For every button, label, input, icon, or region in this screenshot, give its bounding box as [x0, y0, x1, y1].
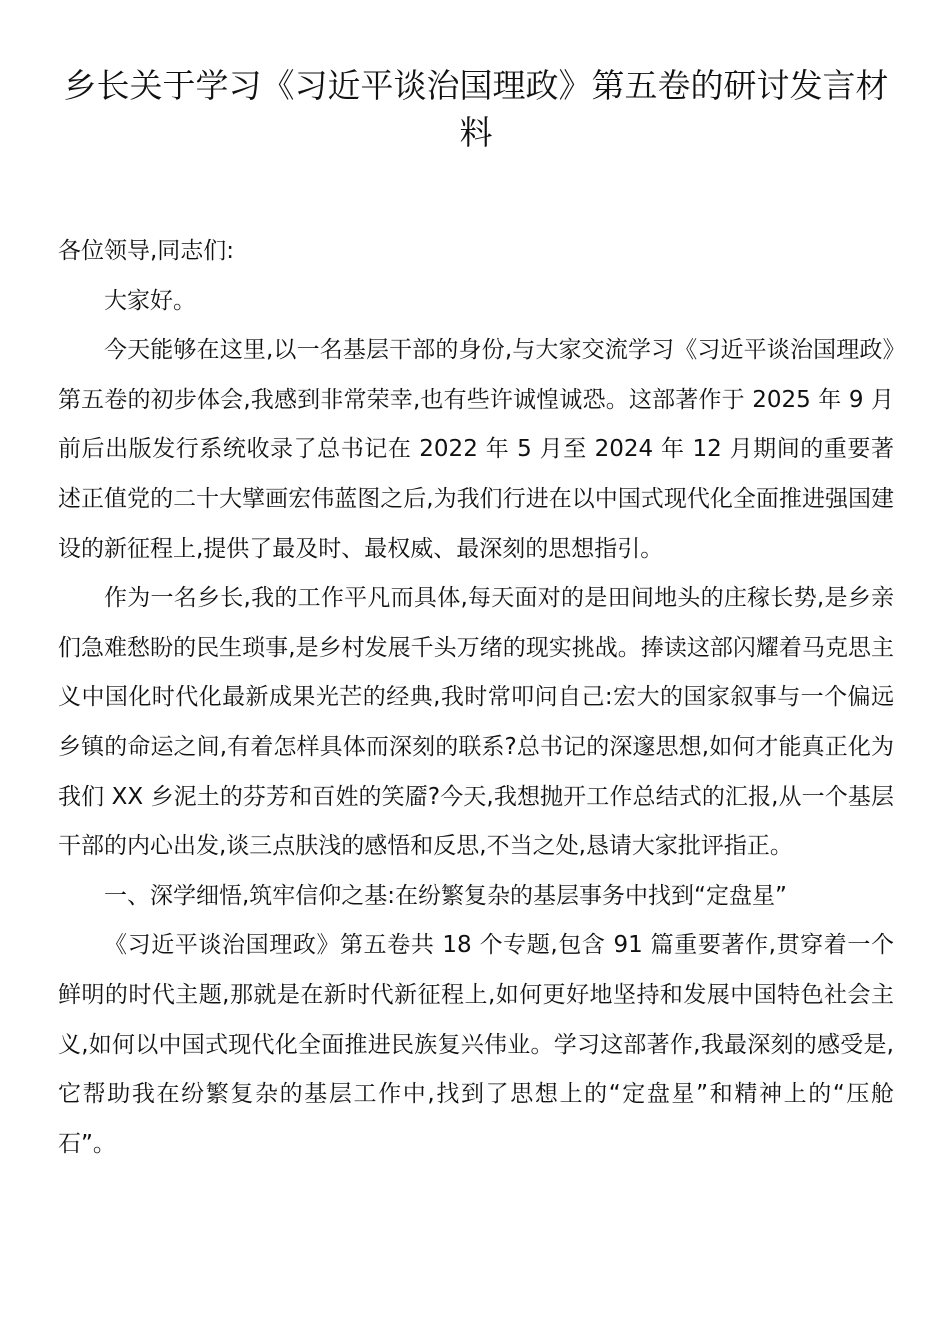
paragraph-greeting: 大家好。: [104, 287, 196, 314]
paragraph-intro: 今天能够在这里,以一名基层干部的身份,与大家交流学习《习近平谈治国理政》第五卷的初步体会,我感到非常荣幸,也有些许诚惶诚恐。这部著作于 2025 年 9 月前后出版发行系统收录了总书记在 2022 年 5 月至 2024 年 12 月期间的重要著述正值党的二十大擘画宏伟蓝图之后,为我们行进在以中国式现代化全面推进强国建设的新征程上,提供了最及时、最权威、最深刻的思想指引。: [58, 337, 894, 562]
document-title: 乡长关于学习《习近平谈治国理政》第五卷的研讨发言材料: [63, 66, 889, 152]
document-body: [58, 227, 894, 1169]
section-heading-1: 一、深学细悟,筑牢信仰之基:在纷繁复杂的基层事务中找到“定盘星”: [104, 882, 787, 909]
document-page: [58, 62, 894, 1169]
paragraph-reflection: 作为一名乡长,我的工作平凡而具体,每天面对的是田间地头的庄稼长势,是乡亲们急难愁盼的民生琐事,是乡村发展千头万绪的现实挑战。捧读这部闪耀着马克思主义中国化时代化最新成果光芒的经典,我时常叩问自己:宏大的国家叙事与一个偏远乡镇的命运之间,有着怎样具体而深刻的联系?总书记的深邃思想,如何才能真正化为我们 XX 乡泥土的芬芳和百姓的笑靥?今天,我想抛开工作总结式的汇报,从一个基层干部的内心出发,谈三点肤浅的感悟和反思,不当之处,恳请大家批评指正。: [58, 585, 894, 860]
paragraph-section-1: 《习近平谈治国理政》第五卷共 18 个专题,包含 91 篇重要著作,贯穿着一个鲜明的时代主题,那就是在新时代新征程上,如何更好地坚持和发展中国特色社会主义,如何以中国式现代化全面推进民族复兴伟业。学习这部著作,我最深刻的感受是,它帮助我在纷繁复杂的基层工作中,找到了思想上的“定盘星”和精神上的“压舱石”。: [58, 932, 894, 1157]
salutation: 各位领导,同志们:: [58, 238, 235, 264]
